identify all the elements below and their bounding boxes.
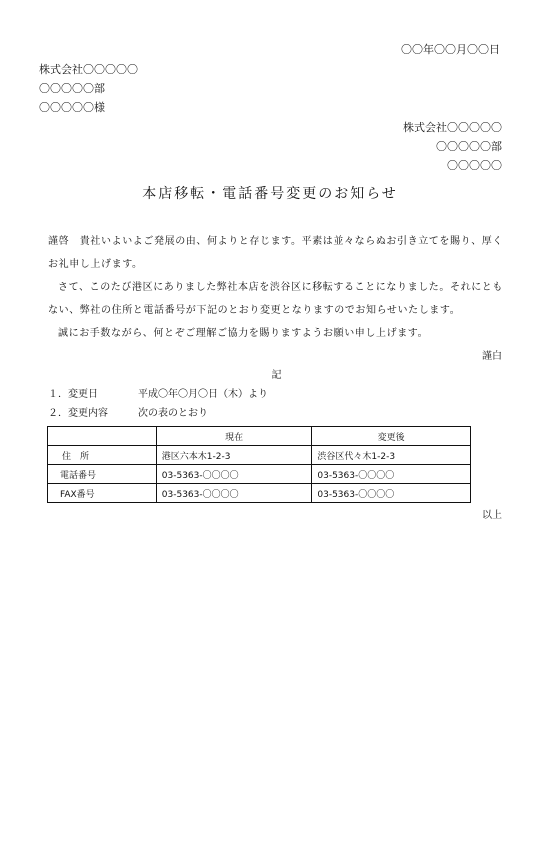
ki-heading: 記: [271, 370, 282, 381]
sender-company: 株式会社〇〇〇〇〇: [403, 121, 502, 134]
table-row: [48, 465, 471, 484]
item-value-1: 平成〇年〇月〇日（木）より: [138, 389, 268, 400]
item-label-1: １．変更日: [48, 389, 98, 400]
body-paragraph-3: 誠にお手数ながら、何とぞご理解ご協力を賜りますようお願い申し上げます。: [58, 328, 429, 339]
sender-person: 〇〇〇〇〇: [447, 159, 502, 172]
table-cell: 03-5363-〇〇〇〇: [312, 484, 471, 503]
body-paragraph-2: さて、このたび港区にありました弊社本店を渋谷区に移転することになりました。それにともない、弊社の住所と電話番号が下記のとおり変更となりますのでお知らせいたします。: [48, 282, 503, 316]
item-label-2: ２．変更内容: [48, 408, 108, 419]
table-header-cell: 現在: [156, 427, 312, 446]
sender-department: 〇〇〇〇〇部: [436, 140, 502, 153]
recipient-department: 〇〇〇〇〇部: [39, 82, 105, 95]
table-row-label: FAX番号: [48, 484, 157, 503]
letter-body: [48, 230, 504, 345]
document-date: 〇〇年〇〇月〇〇日: [401, 43, 500, 56]
body-paragraph-1: 謹啓 貴社いよいよご発展の由、何よりと存じます。平素は並々ならぬお引き立てを賜り、厚くお礼申し上げます。: [48, 236, 503, 270]
closing-word: 謹白: [482, 351, 502, 362]
item-value-2: 次の表のとおり: [138, 408, 208, 419]
table-row: [48, 484, 471, 503]
table-cell: 港区六本木1-2-3: [156, 446, 312, 465]
table-header-row: [48, 427, 471, 446]
table-row: [48, 446, 471, 465]
end-mark: 以上: [482, 510, 502, 521]
table-cell: 渋谷区代々木1-2-3: [312, 446, 471, 465]
change-table: [47, 426, 471, 503]
recipient-company: 株式会社〇〇〇〇〇: [39, 63, 138, 76]
table-row-label: 住 所: [48, 446, 157, 465]
table-cell: 03-5363-〇〇〇〇: [156, 465, 312, 484]
recipient-person: 〇〇〇〇〇様: [39, 101, 105, 114]
document-title: 本店移転・電話番号変更のお知らせ: [142, 186, 398, 202]
table-header-cell: [48, 427, 157, 446]
table-row-label: 電話番号: [48, 465, 157, 484]
table-cell: 03-5363-〇〇〇〇: [312, 465, 471, 484]
table-cell: 03-5363-〇〇〇〇: [156, 484, 312, 503]
table-header-cell: 変更後: [312, 427, 471, 446]
